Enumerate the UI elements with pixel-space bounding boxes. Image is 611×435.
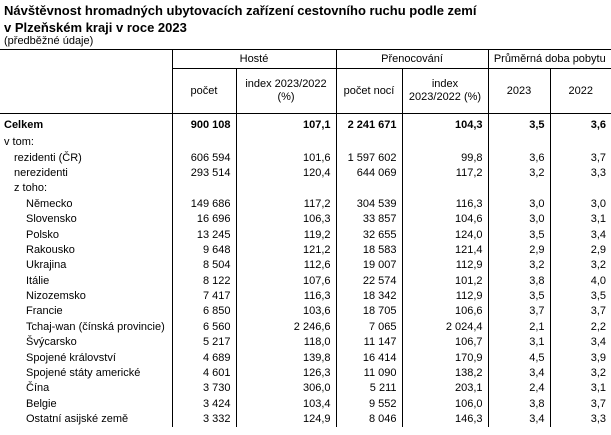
row-label: Francie: [26, 305, 63, 318]
cell-stay-2022: 3,4: [550, 227, 611, 242]
cell-guests: 6 850: [172, 304, 236, 319]
row-label: Belgie: [26, 397, 57, 410]
cell-stay-2022: 3,7: [550, 304, 611, 319]
cell-nights-idx: 117,2: [402, 166, 488, 181]
cell-nights: 1 597 602: [336, 150, 402, 165]
cell-nights-idx: 146,3: [402, 412, 488, 427]
table-row: [0, 166, 611, 181]
cell-nights-idx: 138,2: [402, 366, 488, 381]
cell-guests-idx: 126,3: [236, 366, 336, 381]
header-stay-2022: 2022: [550, 69, 611, 114]
cell-guests-idx: [236, 181, 336, 196]
cell-stay-2022: 3,5: [550, 289, 611, 304]
table-row: [0, 258, 611, 273]
cell-guests-idx: 107,6: [236, 274, 336, 289]
cell-stay-2022: 4,0: [550, 274, 611, 289]
cell-nights-idx: 104,3: [402, 114, 488, 136]
cell-nights: 18 342: [336, 289, 402, 304]
cell-stay-2023: 2,4: [488, 381, 550, 396]
cell-nights-idx: 203,1: [402, 381, 488, 396]
cell-nights-idx: 106,6: [402, 304, 488, 319]
cell-stay-2023: 3,5: [488, 114, 550, 136]
cell-nights: 9 552: [336, 397, 402, 412]
table-row: [0, 114, 611, 136]
cell-nights: 11 090: [336, 366, 402, 381]
cell-nights: 18 583: [336, 243, 402, 258]
row-label: v tom:: [4, 136, 34, 149]
cell-guests: 13 245: [172, 227, 236, 242]
cell-nights-idx: 106,7: [402, 335, 488, 350]
table-row: [0, 397, 611, 412]
cell-stay-2022: 3,7: [550, 150, 611, 165]
row-label: rezidenti (ČR): [14, 151, 82, 164]
table-body: [0, 114, 611, 428]
cell-guests-idx: 101,6: [236, 150, 336, 165]
cell-stay-2022: [550, 135, 611, 150]
cell-stay-2023: 3,8: [488, 274, 550, 289]
row-label: Ukrajina: [26, 259, 67, 272]
header-guests: Hosté: [172, 50, 336, 69]
cell-stay-2023: 3,1: [488, 335, 550, 350]
table-row: [0, 335, 611, 350]
cell-stay-2022: 3,4: [550, 335, 611, 350]
table-row: [0, 381, 611, 396]
cell-nights: 8 046: [336, 412, 402, 427]
cell-guests: 16 696: [172, 212, 236, 227]
cell-stay-2023: 3,2: [488, 166, 550, 181]
cell-stay-2022: 3,1: [550, 212, 611, 227]
title-line-2: v Plzeňském kraji v roce 2023: [4, 20, 187, 35]
cell-stay-2022: 3,9: [550, 350, 611, 365]
row-label: Ostatní asijské země: [26, 413, 129, 426]
cell-nights-idx: 104,6: [402, 212, 488, 227]
row-label: Celkem: [4, 119, 44, 131]
header-guests-count: počet: [172, 69, 236, 114]
cell-nights: 16 414: [336, 350, 402, 365]
cell-stay-2023: 3,5: [488, 227, 550, 242]
cell-guests: 5 217: [172, 335, 236, 350]
table-row: [0, 197, 611, 212]
document-title: [4, 2, 476, 36]
cell-guests: 4 601: [172, 366, 236, 381]
cell-stay-2022: 3,3: [550, 412, 611, 427]
cell-guests-idx: 117,2: [236, 197, 336, 212]
cell-stay-2023: 2,9: [488, 243, 550, 258]
table-row: [0, 227, 611, 242]
cell-guests: 6 560: [172, 320, 236, 335]
cell-nights: 5 211: [336, 381, 402, 396]
cell-guests: 3 332: [172, 412, 236, 427]
title-line-1: Návštěvnost hromadných ubytovacích zařízení cestovního ruchu podle zemí: [4, 3, 477, 18]
row-label: Slovensko: [26, 213, 77, 226]
cell-guests-idx: 107,1: [236, 114, 336, 136]
cell-stay-2023: 3,7: [488, 304, 550, 319]
cell-guests-idx: 124,9: [236, 412, 336, 427]
cell-guests: 606 594: [172, 150, 236, 165]
cell-guests-idx: 103,6: [236, 304, 336, 319]
cell-nights: 2 241 671: [336, 114, 402, 136]
cell-stay-2022: 3,7: [550, 397, 611, 412]
row-label: Švýcarsko: [26, 336, 77, 349]
cell-nights: 33 857: [336, 212, 402, 227]
cell-stay-2023: 2,1: [488, 320, 550, 335]
table-row: [0, 243, 611, 258]
cell-stay-2023: 3,4: [488, 366, 550, 381]
table-row: [0, 150, 611, 165]
row-label: Rakousko: [26, 243, 75, 256]
cell-stay-2022: 3,2: [550, 258, 611, 273]
cell-stay-2023: 4,5: [488, 350, 550, 365]
cell-nights: 11 147: [336, 335, 402, 350]
row-label: Tchaj-wan (čínská provincie): [26, 320, 165, 333]
header-avg-stay: Průměrná doba pobytu: [488, 50, 611, 69]
cell-guests-idx: 306,0: [236, 381, 336, 396]
table-row: [0, 412, 611, 427]
cell-stay-2023: 3,0: [488, 212, 550, 227]
table-row: [0, 289, 611, 304]
header-nights-count: počet nocí: [336, 69, 402, 114]
cell-stay-2022: [550, 181, 611, 196]
cell-nights-idx: 106,0: [402, 397, 488, 412]
table-row: [0, 135, 611, 150]
cell-guests: 4 689: [172, 350, 236, 365]
cell-nights-idx: 116,3: [402, 197, 488, 212]
cell-guests-idx: 112,6: [236, 258, 336, 273]
table-row: [0, 304, 611, 319]
cell-stay-2022: 3,6: [550, 114, 611, 136]
cell-nights-idx: 112,9: [402, 289, 488, 304]
row-label: Čína: [26, 382, 50, 395]
cell-stay-2022: 2,9: [550, 243, 611, 258]
cell-stay-2022: 3,1: [550, 381, 611, 396]
table-row: [0, 181, 611, 196]
cell-guests-idx: 120,4: [236, 166, 336, 181]
cell-nights: 22 574: [336, 274, 402, 289]
cell-guests: [172, 181, 236, 196]
header-nights: Přenocování: [336, 50, 488, 69]
cell-nights: 304 539: [336, 197, 402, 212]
cell-guests-idx: [236, 135, 336, 150]
cell-nights-idx: 121,4: [402, 243, 488, 258]
cell-nights: 18 705: [336, 304, 402, 319]
cell-guests-idx: 119,2: [236, 227, 336, 242]
cell-guests-idx: 121,2: [236, 243, 336, 258]
cell-guests-idx: 2 246,6: [236, 320, 336, 335]
cell-stay-2023: 3,6: [488, 150, 550, 165]
row-label: Polsko: [26, 228, 60, 241]
cell-guests: [172, 135, 236, 150]
accommodation-table: [0, 49, 611, 427]
row-label: nerezidenti: [14, 166, 68, 179]
cell-nights-idx: 124,0: [402, 227, 488, 242]
cell-nights: [336, 181, 402, 196]
header-nights-index: index 2023/2022 (%): [402, 69, 488, 114]
row-label: Německo: [26, 197, 73, 210]
row-label: Itálie: [26, 274, 50, 287]
cell-guests: 149 686: [172, 197, 236, 212]
cell-guests-idx: 106,3: [236, 212, 336, 227]
cell-stay-2022: 3,3: [550, 166, 611, 181]
cell-guests-idx: 139,8: [236, 350, 336, 365]
cell-stay-2023: 3,0: [488, 197, 550, 212]
cell-nights: 7 065: [336, 320, 402, 335]
row-label: Spojené státy americké: [26, 367, 141, 380]
cell-stay-2023: [488, 181, 550, 196]
cell-guests-idx: 103,4: [236, 397, 336, 412]
header-guests-index: index 2023/2022 (%): [236, 69, 336, 114]
cell-nights: 644 069: [336, 166, 402, 181]
cell-guests-idx: 118,0: [236, 335, 336, 350]
table-row: [0, 366, 611, 381]
cell-guests: 8 504: [172, 258, 236, 273]
cell-nights-idx: 2 024,4: [402, 320, 488, 335]
cell-guests: 9 648: [172, 243, 236, 258]
cell-stay-2023: 3,2: [488, 258, 550, 273]
cell-stay-2022: 3,2: [550, 366, 611, 381]
cell-nights-idx: 99,8: [402, 150, 488, 165]
cell-guests: 3 730: [172, 381, 236, 396]
cell-nights: 32 655: [336, 227, 402, 242]
cell-nights-idx: 112,9: [402, 258, 488, 273]
cell-guests: 3 424: [172, 397, 236, 412]
table-row: [0, 274, 611, 289]
table-row: [0, 212, 611, 227]
cell-stay-2022: 2,2: [550, 320, 611, 335]
cell-nights-idx: [402, 135, 488, 150]
cell-guests: 900 108: [172, 114, 236, 136]
cell-stay-2022: 3,0: [550, 197, 611, 212]
preliminary-note: (předběžné údaje): [4, 35, 94, 47]
row-label: z toho:: [14, 182, 48, 195]
cell-nights-idx: 170,9: [402, 350, 488, 365]
row-label: Spojené království: [26, 351, 116, 364]
cell-stay-2023: 3,8: [488, 397, 550, 412]
cell-nights-idx: 101,2: [402, 274, 488, 289]
table-row: [0, 320, 611, 335]
cell-guests: 293 514: [172, 166, 236, 181]
cell-guests: 8 122: [172, 274, 236, 289]
cell-stay-2023: [488, 135, 550, 150]
cell-nights: [336, 135, 402, 150]
cell-stay-2023: 3,5: [488, 289, 550, 304]
cell-stay-2023: 3,4: [488, 412, 550, 427]
header-blank: [0, 50, 172, 114]
table-row: [0, 350, 611, 365]
cell-guests-idx: 116,3: [236, 289, 336, 304]
cell-nights-idx: [402, 181, 488, 196]
header-stay-2023: 2023: [488, 69, 550, 114]
cell-guests: 7 417: [172, 289, 236, 304]
row-label: Nizozemsko: [26, 290, 86, 303]
cell-nights: 19 007: [336, 258, 402, 273]
